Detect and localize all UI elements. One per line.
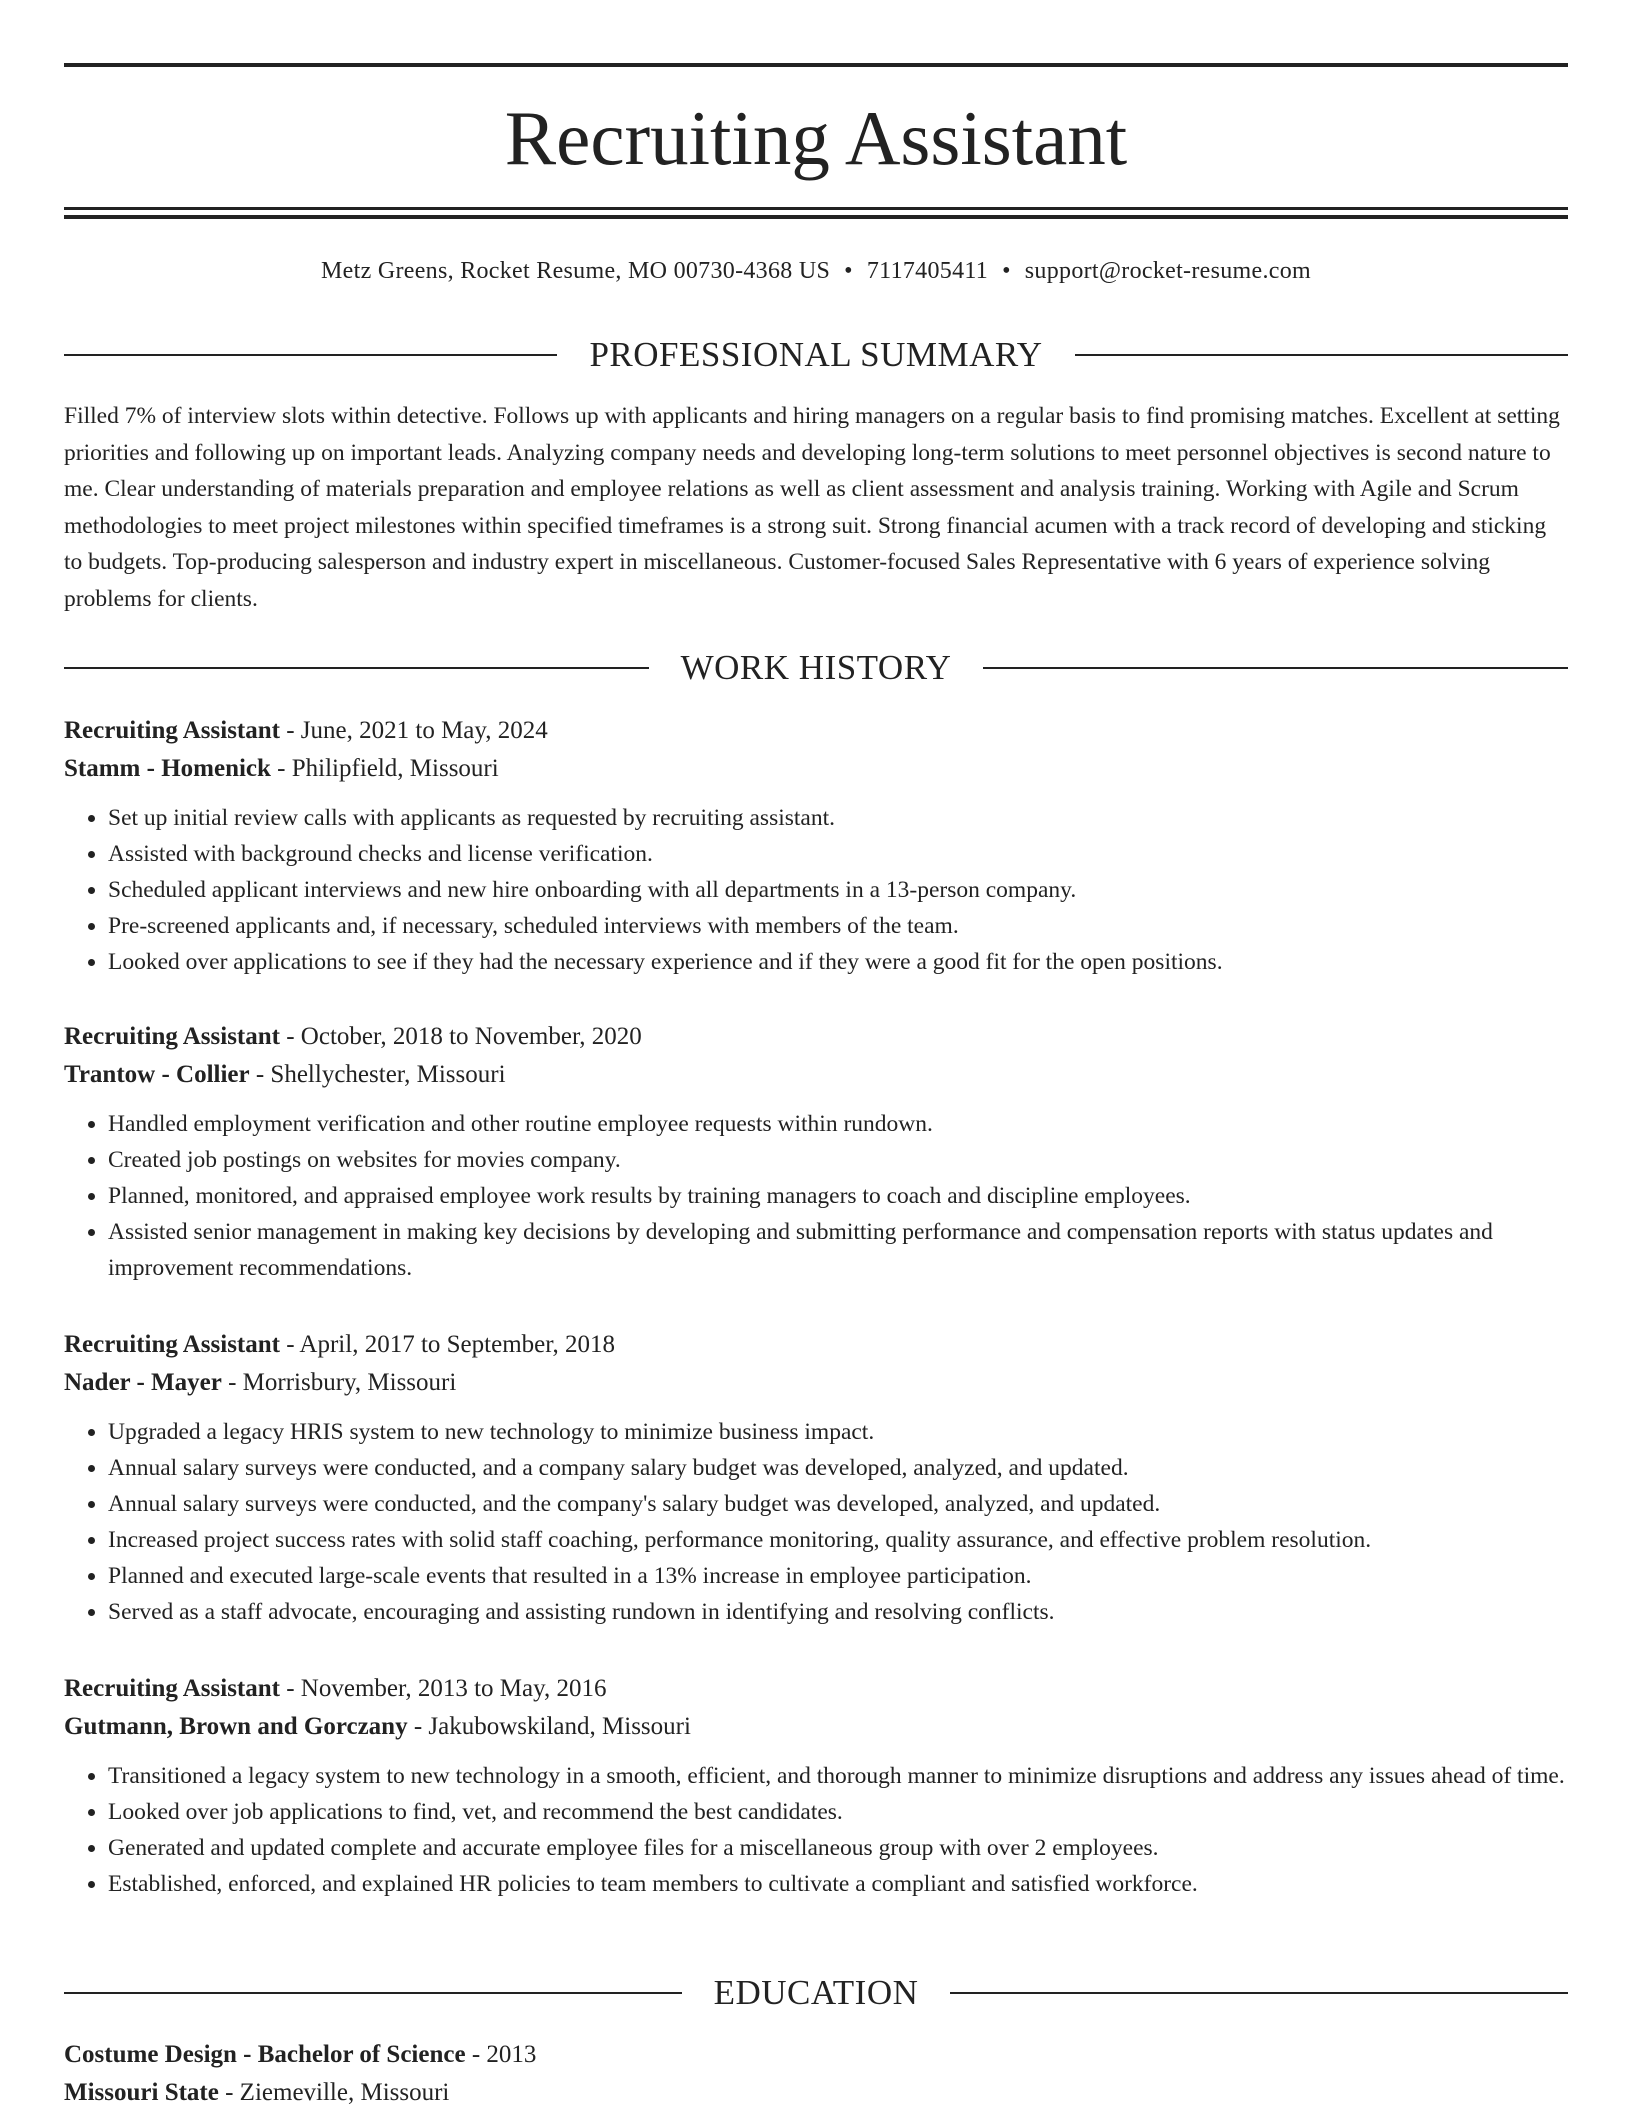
- job-bullet: • Upgraded a legacy HRIS system to new technology to minimize business impact.: [108, 1414, 1568, 1450]
- heading-rule-right: [950, 1992, 1568, 1994]
- job-bullet: • Looked over applications to see if they had the necessary experience and if they were a good fit for the open positions.: [108, 944, 1568, 980]
- job-bullet: • Planned, monitored, and appraised employee work results by training managers to coach and discipline employees.: [108, 1178, 1568, 1214]
- job-bullet: • Assisted with background checks and license verification.: [108, 836, 1568, 872]
- job-dates: - April, 2017 to September, 2018: [279, 1331, 616, 1358]
- job-company: Stamm - Homenick: [64, 755, 271, 782]
- job-location: - Morrisbury, Missouri: [221, 1369, 457, 1396]
- education-year: - 2013: [465, 2041, 537, 2068]
- job-entry: [64, 1326, 1568, 1630]
- heading-rule-left: [64, 667, 649, 669]
- work-history-heading: [64, 646, 1568, 690]
- job-bullet: • Generated and updated complete and accurate employee files for a miscellaneous group with over 2 employees.: [108, 1830, 1568, 1866]
- education-heading: [64, 1971, 1568, 2015]
- job-bullet: • Handled employment verification and other routine employee requests within rundown.: [108, 1106, 1568, 1142]
- work-history-heading-label: WORK HISTORY: [680, 648, 952, 687]
- education-degree: Costume Design - Bachelor of Science: [64, 2041, 466, 2068]
- summary-heading: [64, 333, 1568, 377]
- resume-title: Recruiting Assistant: [504, 95, 1128, 181]
- job-bullet: • Transitioned a legacy system to new technology in a smooth, efficient, and thorough manner to minimize disruptions and address any issues ahead of time.: [108, 1758, 1568, 1794]
- job-location: - Shellychester, Missouri: [249, 1061, 506, 1088]
- job-company: Trantow - Collier: [64, 1061, 250, 1088]
- education-school: Missouri State: [64, 2079, 219, 2106]
- job-bullet: • Looked over job applications to find, vet, and recommend the best candidates.: [108, 1794, 1568, 1830]
- job-dates: - October, 2018 to November, 2020: [279, 1023, 642, 1050]
- job-bullets: [64, 1106, 1568, 1286]
- job-bullets: [64, 1758, 1568, 1902]
- contact-separator: •: [1002, 258, 1011, 284]
- job-dates: - June, 2021 to May, 2024: [279, 717, 548, 744]
- summary-heading-label: PROFESSIONAL SUMMARY: [589, 335, 1043, 374]
- education-entry: [64, 2036, 1568, 2112]
- top-rule: [64, 63, 1568, 67]
- job-title-line: [64, 1018, 1568, 1056]
- contact-line: [64, 254, 1568, 288]
- contact-address: Metz Greens, Rocket Resume, MO 00730-4368 US: [321, 258, 831, 284]
- job-company-line: [64, 750, 1568, 788]
- job-bullet: • Planned and executed large-scale events that resulted in a 13% increase in employee participation.: [108, 1558, 1568, 1594]
- contact-phone: 7117405411: [866, 258, 989, 284]
- job-company: Gutmann, Brown and Gorczany: [64, 1713, 408, 1740]
- job-title-line: [64, 1326, 1568, 1364]
- job-title: Recruiting Assistant: [64, 1023, 280, 1050]
- job-bullet: • Created job postings on websites for movies company.: [108, 1142, 1568, 1178]
- job-location: - Jakubowskiland, Missouri: [407, 1713, 691, 1740]
- heading-rule-left: [64, 1992, 682, 1994]
- heading-rule-right: [1075, 354, 1568, 356]
- education-location: - Ziemeville, Missouri: [218, 2079, 450, 2106]
- contact-separator: •: [844, 258, 853, 284]
- job-title: Recruiting Assistant: [64, 717, 280, 744]
- summary-text: Filled 7% of interview slots within detective. Follows up with applicants and hiring managers on a regular basis to find promising matches. Excellent at setting priorities and following up on important leads. Analyzing company needs and developing long-term solutions to meet personnel objectives is second nature to me. Clear understanding of materials preparation and employee relations as well as client assessment and analysis training. Working with Agile and Scrum methodologies to meet project milestones within specified timeframes is a strong suit. Strong financial acumen with a track record of developing and sticking to budgets. Top-producing salesperson and industry expert in miscellaneous. Customer-focused Sales Representative with 6 years of experience solving problems for clients.: [64, 403, 1560, 612]
- job-title: Recruiting Assistant: [64, 1331, 280, 1358]
- job-bullets: [64, 1414, 1568, 1630]
- heading-rule-right: [983, 667, 1568, 669]
- job-bullet: • Scheduled applicant interviews and new hire onboarding with all departments in a 13-person company.: [108, 872, 1568, 908]
- job-bullet: • Assisted senior management in making key decisions by developing and submitting performance and compensation reports with status updates and improvement recommendations.: [108, 1214, 1568, 1286]
- education-school-line: [64, 2074, 1568, 2112]
- job-company-line: [64, 1364, 1568, 1402]
- job-bullet: • Annual salary surveys were conducted, and the company's salary budget was developed, analyzed, and updated.: [108, 1486, 1568, 1522]
- job-title-line: [64, 1670, 1568, 1708]
- job-entry: [64, 712, 1568, 980]
- job-company-line: [64, 1708, 1568, 1746]
- job-dates: - November, 2013 to May, 2016: [279, 1675, 607, 1702]
- education-degree-line: [64, 2036, 1568, 2074]
- contact-email: support@rocket-resume.com: [1024, 258, 1311, 284]
- job-bullet: • Increased project success rates with solid staff coaching, performance monitoring, quality assurance, and effective problem resolution.: [108, 1522, 1568, 1558]
- job-bullets: [64, 800, 1568, 980]
- job-company-line: [64, 1056, 1568, 1094]
- title-rule-upper: [64, 207, 1568, 210]
- job-bullet: • Pre-screened applicants and, if necessary, scheduled interviews with members of the team.: [108, 908, 1568, 944]
- education-heading-label: EDUCATION: [713, 1973, 919, 2012]
- job-bullet: • Set up initial review calls with applicants as requested by recruiting assistant.: [108, 800, 1568, 836]
- job-title: Recruiting Assistant: [64, 1675, 280, 1702]
- job-entry: [64, 1018, 1568, 1286]
- job-entry: [64, 1670, 1568, 1902]
- title-rule-lower: [64, 215, 1568, 219]
- job-company: Nader - Mayer: [64, 1369, 222, 1396]
- job-location: - Philipfield, Missouri: [270, 755, 499, 782]
- job-bullet: • Served as a staff advocate, encouraging and assisting rundown in identifying and resolving conflicts.: [108, 1594, 1568, 1630]
- job-bullet: • Established, enforced, and explained HR policies to team members to cultivate a compliant and satisfied workforce.: [108, 1866, 1568, 1902]
- job-bullet: • Annual salary surveys were conducted, and a company salary budget was developed, analyzed, and updated.: [108, 1450, 1568, 1486]
- job-title-line: [64, 712, 1568, 750]
- heading-rule-left: [64, 354, 557, 356]
